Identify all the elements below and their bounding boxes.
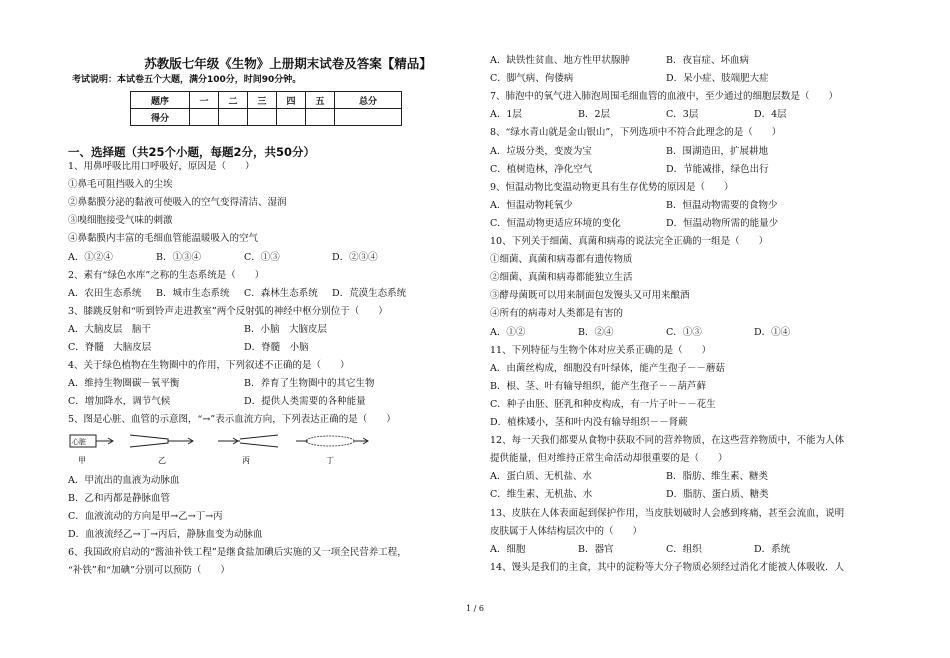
score-table xyxy=(130,91,402,126)
answer-option: D．脊髓 小脑 xyxy=(244,342,309,353)
answer-option: C．植树造林，净化空气 xyxy=(490,163,593,175)
question-line: A．甲流出的血液为动脉血 xyxy=(68,474,180,486)
answer-option: B．恒温动物需要的食物少 xyxy=(666,199,778,211)
vessel-branch-a xyxy=(130,435,168,447)
question-line: D．血液流经乙→丁→丙后，静脉血变为动脉血 xyxy=(68,528,263,540)
question-line: “补铁”和“加碘”分别可以预防（ ） xyxy=(68,565,230,576)
answer-option: A．农田生态系统 xyxy=(68,287,142,299)
diagram-svg xyxy=(68,431,398,467)
question-line: 5、图是心脏、血管的示意图，“→”表示血流方向，下列表达正确的是（ ） xyxy=(68,414,396,426)
answer-option: B．围湖造田，扩展耕地 xyxy=(666,145,768,157)
question-line: 4、关于绿色植物在生物圈中的作用，下列叙述不正确的是（ ） xyxy=(68,360,350,372)
question-line: A．由菌丝构成，细胞没有叶绿体，能产生孢子－－蘑菇 xyxy=(490,362,725,374)
exam-note: 考试说明：本试卷五个大题，满分100分，时间90分钟。 xyxy=(72,75,302,85)
answer-option: D．系统 xyxy=(754,543,791,555)
answer-option: A．缺铁性贫血、地方性甲状腺肿 xyxy=(490,55,630,66)
answer-option: B．城市生态系统 xyxy=(156,287,230,299)
answer-option: B．①③④ xyxy=(156,251,201,263)
question-line: ④鼻黏膜内丰富的毛细血管能温暖吸入的空气 xyxy=(68,233,259,245)
question-line: ①鼻毛可阻挡吸入的尘埃 xyxy=(68,179,173,191)
answer-option: A．1层 xyxy=(490,109,522,121)
score-cell xyxy=(335,109,402,126)
section-heading: 一、选择题（共25个小题，每题2分，共50分） xyxy=(68,145,316,159)
header-cell: 三 xyxy=(248,92,277,109)
answer-option: D．①④ xyxy=(754,326,791,338)
answer-option: C．3层 xyxy=(666,109,699,121)
question-line: C．种子由胚、胚乳和种皮构成，有一片子叶－－花生 xyxy=(490,398,716,410)
answer-option: C．①③ xyxy=(666,326,702,338)
question-line: 提供能量，但对维持正常生命活动却很重要的是（ ） xyxy=(490,453,728,465)
question-line: 2、素有“绿色水库”之称的生态系统是（ ） xyxy=(68,269,265,281)
header-cell: 题序 xyxy=(131,92,190,109)
answer-option: A．垃圾分类，变废为宝 xyxy=(490,145,592,157)
answer-option: C．脚气病、佝偻病 xyxy=(490,73,574,85)
answer-option: A．①②④ xyxy=(68,251,113,263)
question-line: 皮肤属于人体结构层次中的（ ） xyxy=(490,525,643,537)
question-line: 7、肺泡中的氧气进入肺泡周围毛细血管的血液中，至少通过的细胞层数是（ ） xyxy=(490,91,839,103)
question-line: 3、膝跳反射和“听到铃声走进教室”两个反射弧的神经中枢分别位于（ ） xyxy=(68,305,388,317)
answer-option: C．森林生态系统 xyxy=(244,287,318,299)
answer-option: B．②④ xyxy=(578,326,614,338)
question-line: 8、“绿水青山就是金山银山”，下列选项中不符合此理念的是（ ） xyxy=(490,127,782,139)
diagram-label: 丙 xyxy=(242,455,250,465)
score-header-row xyxy=(131,92,402,109)
answer-option: A．①② xyxy=(490,326,526,338)
question-line: B．乙和丙都是静脉血管 xyxy=(68,492,170,504)
answer-option: C．增加降水，调节气候 xyxy=(68,396,171,408)
score-cell xyxy=(306,109,335,126)
question-line: D．植株矮小，茎和叶内没有输导组织－－肾蕨 xyxy=(490,417,688,428)
answer-option: C．脊髓 大脑皮层 xyxy=(68,342,152,353)
header-cell: 总分 xyxy=(335,92,402,109)
question-line: ④所有的病毒对人类都是有害的 xyxy=(490,308,624,320)
answer-option: C．恒温动物更适应环境的变化 xyxy=(490,217,621,229)
question-line: 9、恒温动物比变温动物更具有生存优势的原因是（ ） xyxy=(490,181,734,193)
page-title: 苏教版七年级《生物》上册期末试卷及答案【精品】 xyxy=(144,56,432,71)
capillary-net xyxy=(306,436,354,446)
question-line: 10、下列关于细菌、真菌和病毒的说法完全正确的一组是（ ） xyxy=(490,236,769,247)
answer-option: B．夜盲症、坏血病 xyxy=(666,55,749,66)
row-label: 得分 xyxy=(131,109,190,126)
answer-option: D．呆小症、肢端肥大症 xyxy=(666,73,769,85)
answer-option: B．器官 xyxy=(578,543,614,555)
answer-option: B．养育了生物圈中的其它生物 xyxy=(244,378,375,390)
answer-option: D．②③④ xyxy=(332,251,378,263)
answer-option: A．蛋白质、无机盐、水 xyxy=(490,471,592,483)
answer-option: D．恒温动物所需的能量少 xyxy=(666,217,779,229)
header-cell: 一 xyxy=(190,92,219,109)
answer-option: D．脂肪、蛋白质、糖类 xyxy=(666,489,769,501)
question-line: 11、下列特征与生物个体对应关系正确的是（ ） xyxy=(490,344,712,356)
diagram-label: 甲 xyxy=(78,455,86,465)
question-line: 12、每一天我们都要从食物中获取不同的营养物质，在这些营养物质中，不能为人体 xyxy=(490,435,845,447)
header-cell: 四 xyxy=(277,92,306,109)
answer-option: A．细胞 xyxy=(490,543,526,555)
diagram-label: 丁 xyxy=(326,455,334,465)
question-line: ②鼻黏膜分泌的黏液可使吸入的空气变得清洁、湿润 xyxy=(68,197,287,209)
question-line: ①细菌、真菌和病毒都有遗传物质 xyxy=(490,254,633,266)
question-line: ③酵母菌既可以用来制面包发馒头又可用来酿酒 xyxy=(490,290,690,302)
score-value-row xyxy=(131,109,402,126)
answer-option: A．恒温动物耗氧少 xyxy=(490,199,573,211)
question-line: 6、我国政府启动的“酱油补铁工程”是继食盐加碘后实施的又一项全民营养工程， xyxy=(68,546,407,558)
score-cell xyxy=(190,109,219,126)
answer-option: C．维生素、无机盐、水 xyxy=(490,489,593,501)
question-line: ②细菌、真菌和病毒都能独立生活 xyxy=(490,272,633,284)
answer-option: B．2层 xyxy=(578,109,611,121)
heart-vessel-diagram xyxy=(68,431,398,467)
question-line: 13、皮肤在人体表面起到保护作用，当皮肤划破时人会感到疼痛，甚至会流血，说明 xyxy=(490,507,845,519)
answer-option: D．4层 xyxy=(754,109,787,121)
diagram-label: 乙 xyxy=(158,455,166,465)
vessel-branch-b xyxy=(240,435,278,447)
score-cell xyxy=(277,109,306,126)
question-line: 1、用鼻呼吸比用口呼吸好，原因是（ ） xyxy=(68,161,255,172)
question-line: 14、馒头是我们的主食，其中的淀粉等大分子物质必须经过消化才能被人体吸收．人 xyxy=(490,561,845,573)
answer-option: C．组织 xyxy=(666,543,702,555)
question-line: B．根、茎、叶有输导组织，能产生孢子－－葫芦藓 xyxy=(490,380,706,392)
answer-option: B．小脑 大脑皮层 xyxy=(244,323,327,335)
question-line: C．血液流动的方向是甲→乙→丁→丙 xyxy=(68,510,223,522)
header-cell: 五 xyxy=(306,92,335,109)
answer-option: C．①③ xyxy=(244,251,280,263)
answer-option: A．大脑皮层 脑干 xyxy=(68,323,151,335)
heart-label: 心脏 xyxy=(72,437,86,446)
question-line: ③嗅细胞接受气味的刺激 xyxy=(68,215,173,227)
score-cell xyxy=(219,109,248,126)
score-cell xyxy=(248,109,277,126)
page-number: 1 / 6 xyxy=(466,604,484,613)
answer-option: A．维持生物圈碳－氧平衡 xyxy=(68,378,180,390)
answer-option: D．节能减排，绿色出行 xyxy=(666,163,769,175)
answer-option: D．提供人类需要的各种能量 xyxy=(244,396,366,408)
answer-option: D．荒漠生态系统 xyxy=(332,287,407,299)
answer-option: B．脂肪、维生素、糖类 xyxy=(666,471,768,483)
header-cell: 二 xyxy=(219,92,248,109)
